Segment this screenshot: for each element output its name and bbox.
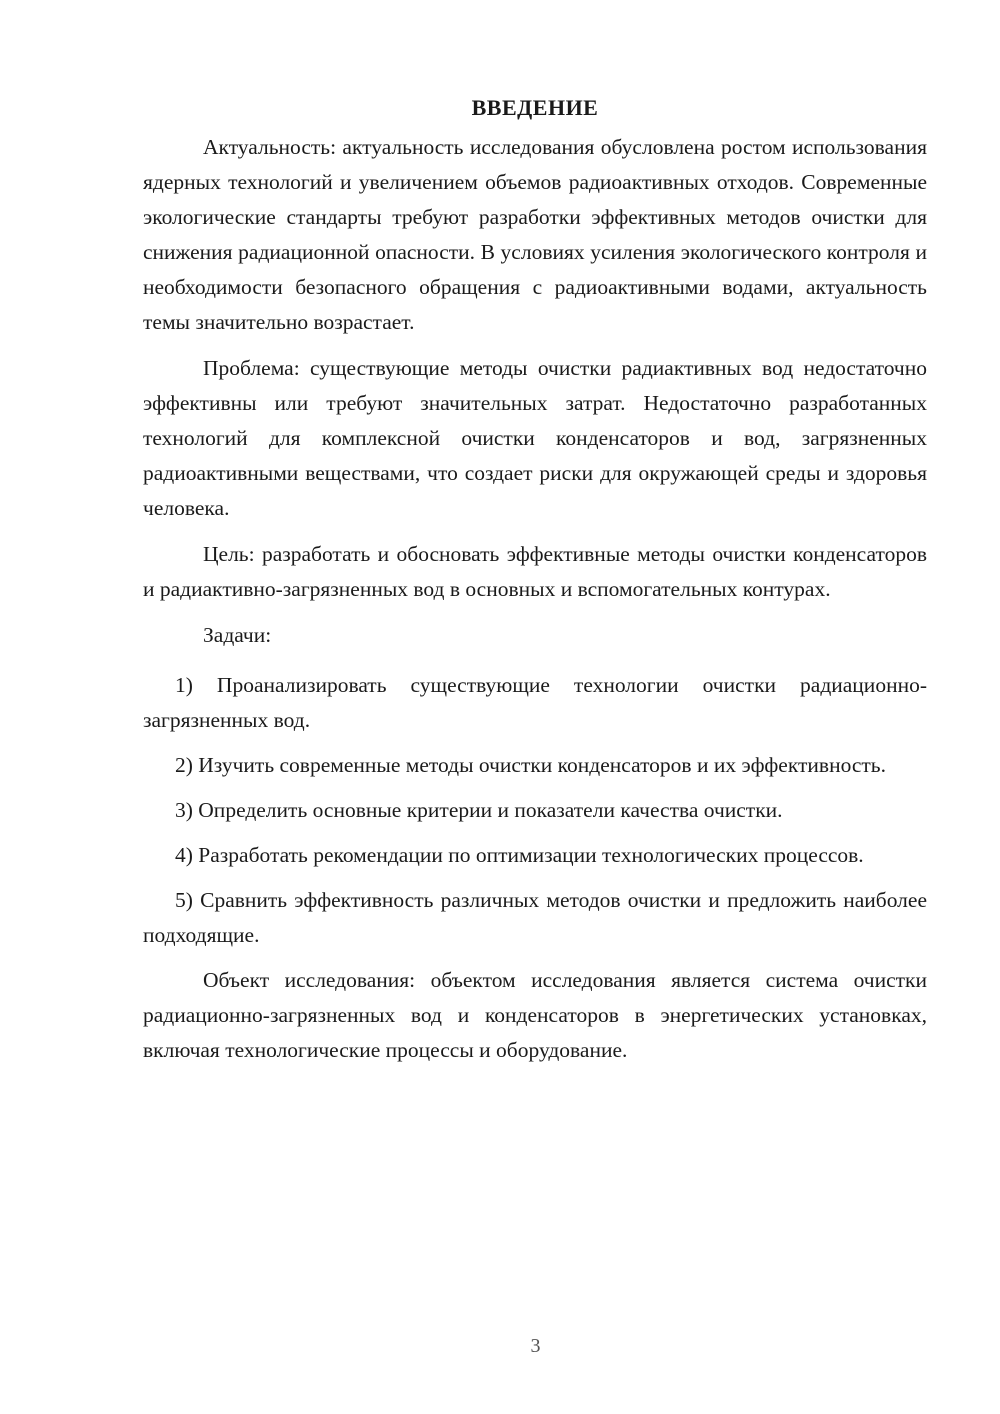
task-item: 4) Разработать рекомендации по оптимизации технологических процессов.: [175, 843, 864, 867]
document-page: [143, 90, 927, 1068]
task-item: 2) Изучить современные методы очистки конденсаторов и их эффективность.: [175, 753, 886, 777]
page-number: 3: [530, 1335, 541, 1357]
goal-paragraph: Цель: разработать и обосновать эффективные методы очистки конденсаторов и радиактивно-загрязненных вод в основных и вспомогательных контурах.: [143, 542, 927, 601]
tasks-list: [143, 668, 927, 953]
section-title: ВВЕДЕНИЕ: [471, 95, 599, 120]
task-item: 1) Проанализировать существующие технологии очистки радиационно-загрязненных вод.: [143, 673, 927, 732]
relevance-paragraph: Актуальность: актуальность исследования обусловлена ростом использования ядерных технологий и увеличением объемов радиоактивных отходов. Современные экологические стандарты требуют разработки эффективных методов очистки для снижения радиационной опасности. В условиях усиления экологического контроля и необходимости безопасного обращения с радиоактивными водами, актуальность темы значительно возрастает.: [143, 135, 927, 334]
tasks-heading: Задачи:: [203, 623, 272, 647]
problem-paragraph: Проблема: существующие методы очистки радиактивных вод недостаточно эффективны или требуют значительных затрат. Недостаточно разработанных технологий для комплексной очистки конденсаторов и вод, загрязненных радиоактивными веществами, что создает риски для окружающей среды и здоровья человека.: [143, 356, 927, 520]
object-paragraph: Объект исследования: объектом исследования является система очистки радиационно-загрязненных вод и конденсаторов в энергетических установках, включая технологические процессы и оборудование.: [143, 968, 927, 1062]
task-item: 3) Определить основные критерии и показатели качества очистки.: [175, 798, 783, 822]
task-item: 5) Сравнить эффективность различных методов очистки и предложить наиболее подходящие.: [143, 888, 927, 947]
